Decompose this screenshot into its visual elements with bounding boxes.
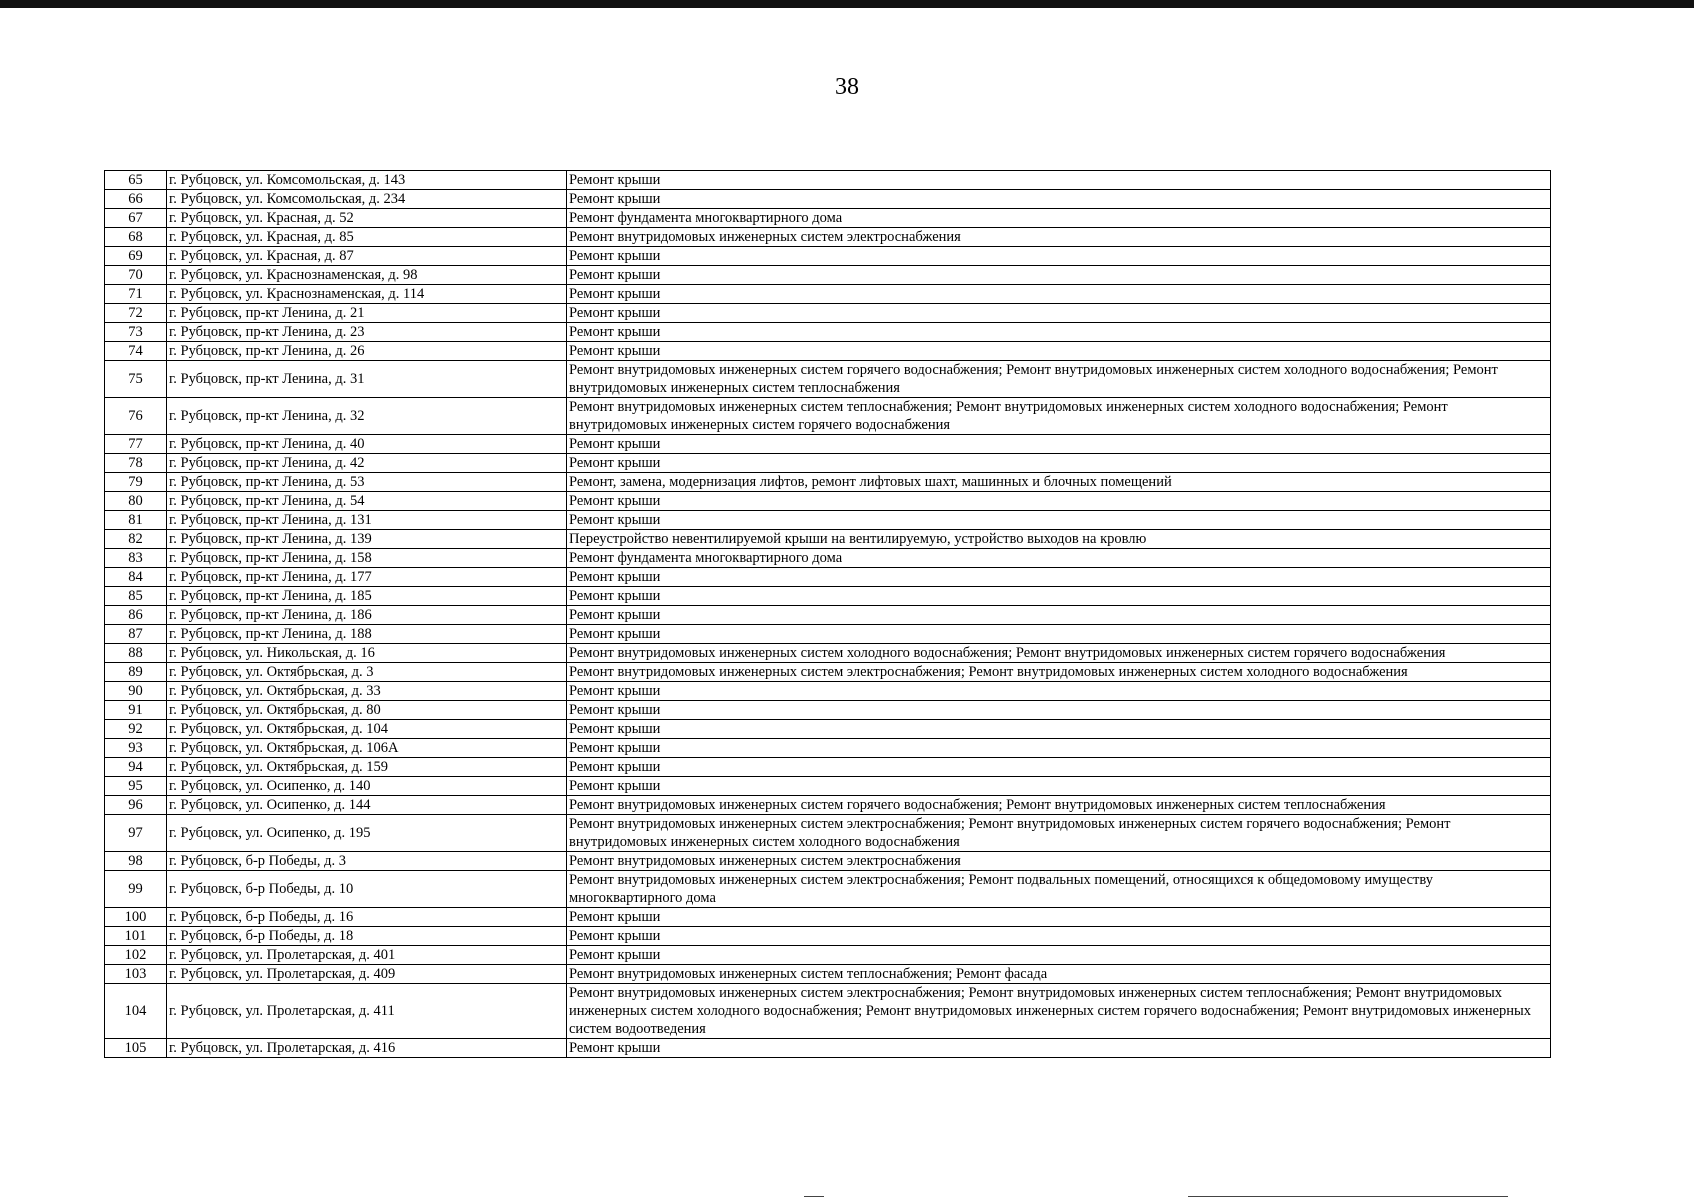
table-row [105, 342, 1551, 361]
row-number-cell: 89 [105, 663, 167, 682]
row-number-cell: 86 [105, 606, 167, 625]
work-type-cell: Ремонт крыши [567, 492, 1551, 511]
work-type-cell: Ремонт внутридомовых инженерных систем горячего водоснабжения; Ремонт внутридомовых инженерных систем холодного водоснабжения; Ремонт внутридомовых инженерных систем теплоснабжения [567, 361, 1551, 398]
table-row [105, 1039, 1551, 1058]
row-number-cell: 103 [105, 965, 167, 984]
row-number-cell: 93 [105, 739, 167, 758]
row-number-cell: 80 [105, 492, 167, 511]
row-number-cell: 95 [105, 777, 167, 796]
row-number-cell: 66 [105, 190, 167, 209]
table-row [105, 720, 1551, 739]
address-cell: г. Рубцовск, пр-кт Ленина, д. 42 [167, 454, 567, 473]
row-number-cell: 76 [105, 398, 167, 435]
work-type-cell: Ремонт крыши [567, 625, 1551, 644]
work-type-cell: Ремонт крыши [567, 908, 1551, 927]
work-type-cell: Ремонт крыши [567, 285, 1551, 304]
row-number-cell: 102 [105, 946, 167, 965]
address-cell: г. Рубцовск, ул. Октябрьская, д. 33 [167, 682, 567, 701]
table-row [105, 758, 1551, 777]
work-type-cell: Ремонт крыши [567, 587, 1551, 606]
row-number-cell: 67 [105, 209, 167, 228]
row-number-cell: 74 [105, 342, 167, 361]
work-type-cell: Ремонт крыши [567, 946, 1551, 965]
row-number-cell: 85 [105, 587, 167, 606]
address-cell: г. Рубцовск, ул. Краснознаменская, д. 98 [167, 266, 567, 285]
table-row [105, 946, 1551, 965]
table-row [105, 435, 1551, 454]
work-type-cell: Ремонт, замена, модернизация лифтов, ремонт лифтовых шахт, машинных и блочных помещений [567, 473, 1551, 492]
footer-mark-right [1188, 1196, 1508, 1197]
table-row [105, 304, 1551, 323]
row-number-cell: 82 [105, 530, 167, 549]
row-number-cell: 69 [105, 247, 167, 266]
table-row [105, 871, 1551, 908]
row-number-cell: 75 [105, 361, 167, 398]
table-row [105, 777, 1551, 796]
row-number-cell: 96 [105, 796, 167, 815]
address-cell: г. Рубцовск, пр-кт Ленина, д. 139 [167, 530, 567, 549]
work-type-cell: Ремонт крыши [567, 342, 1551, 361]
address-cell: г. Рубцовск, ул. Осипенко, д. 140 [167, 777, 567, 796]
work-type-cell: Ремонт крыши [567, 758, 1551, 777]
row-number-cell: 81 [105, 511, 167, 530]
table-row [105, 908, 1551, 927]
work-type-cell: Ремонт крыши [567, 777, 1551, 796]
row-number-cell: 98 [105, 852, 167, 871]
work-type-cell: Ремонт крыши [567, 304, 1551, 323]
work-type-cell: Ремонт крыши [567, 701, 1551, 720]
page-number: 38 [835, 74, 859, 100]
table-row [105, 852, 1551, 871]
work-type-cell: Ремонт крыши [567, 1039, 1551, 1058]
work-type-cell: Ремонт внутридомовых инженерных систем холодного водоснабжения; Ремонт внутридомовых инженерных систем горячего водоснабжения [567, 644, 1551, 663]
table-body [105, 171, 1551, 1058]
address-cell: г. Рубцовск, ул. Пролетарская, д. 409 [167, 965, 567, 984]
work-type-cell: Переустройство невентилируемой крыши на вентилируемую, устройство выходов на кровлю [567, 530, 1551, 549]
row-number-cell: 73 [105, 323, 167, 342]
address-cell: г. Рубцовск, пр-кт Ленина, д. 26 [167, 342, 567, 361]
table-row [105, 266, 1551, 285]
row-number-cell: 78 [105, 454, 167, 473]
address-cell: г. Рубцовск, ул. Пролетарская, д. 401 [167, 946, 567, 965]
table-row [105, 398, 1551, 435]
table-row [105, 323, 1551, 342]
work-type-cell: Ремонт внутридомовых инженерных систем электроснабжения; Ремонт подвальных помещений, относящихся к общедомовому имуществу многоквартирного дома [567, 871, 1551, 908]
work-type-cell: Ремонт внутридомовых инженерных систем теплоснабжения; Ремонт фасада [567, 965, 1551, 984]
table-row [105, 815, 1551, 852]
work-type-cell: Ремонт внутридомовых инженерных систем электроснабжения; Ремонт внутридомовых инженерных систем горячего водоснабжения; Ремонт внутридомовых инженерных систем холодного водоснабжения [567, 815, 1551, 852]
work-type-cell: Ремонт крыши [567, 190, 1551, 209]
work-type-cell: Ремонт внутридомовых инженерных систем горячего водоснабжения; Ремонт внутридомовых инженерных систем теплоснабжения [567, 796, 1551, 815]
footer-mark-left [804, 1196, 824, 1197]
address-cell: г. Рубцовск, пр-кт Ленина, д. 185 [167, 587, 567, 606]
address-cell: г. Рубцовск, ул. Октябрьская, д. 106А [167, 739, 567, 758]
table-row [105, 171, 1551, 190]
work-type-cell: Ремонт крыши [567, 511, 1551, 530]
address-cell: г. Рубцовск, пр-кт Ленина, д. 54 [167, 492, 567, 511]
address-cell: г. Рубцовск, пр-кт Ленина, д. 177 [167, 568, 567, 587]
row-number-cell: 68 [105, 228, 167, 247]
row-number-cell: 71 [105, 285, 167, 304]
address-cell: г. Рубцовск, б-р Победы, д. 16 [167, 908, 567, 927]
work-type-cell: Ремонт крыши [567, 454, 1551, 473]
address-cell: г. Рубцовск, ул. Октябрьская, д. 3 [167, 663, 567, 682]
work-type-cell: Ремонт крыши [567, 247, 1551, 266]
table-row [105, 228, 1551, 247]
table-row [105, 454, 1551, 473]
address-cell: г. Рубцовск, пр-кт Ленина, д. 186 [167, 606, 567, 625]
work-type-cell: Ремонт внутридомовых инженерных систем электроснабжения [567, 852, 1551, 871]
work-type-cell: Ремонт крыши [567, 606, 1551, 625]
address-cell: г. Рубцовск, пр-кт Ленина, д. 131 [167, 511, 567, 530]
address-cell: г. Рубцовск, ул. Осипенко, д. 195 [167, 815, 567, 852]
row-number-cell: 97 [105, 815, 167, 852]
table-row [105, 739, 1551, 758]
table-row [105, 701, 1551, 720]
table-row [105, 587, 1551, 606]
row-number-cell: 72 [105, 304, 167, 323]
address-cell: г. Рубцовск, пр-кт Ленина, д. 23 [167, 323, 567, 342]
address-cell: г. Рубцовск, ул. Комсомольская, д. 234 [167, 190, 567, 209]
table-row [105, 285, 1551, 304]
table-row [105, 984, 1551, 1039]
work-type-cell: Ремонт крыши [567, 739, 1551, 758]
address-cell: г. Рубцовск, пр-кт Ленина, д. 158 [167, 549, 567, 568]
row-number-cell: 90 [105, 682, 167, 701]
address-cell: г. Рубцовск, б-р Победы, д. 10 [167, 871, 567, 908]
row-number-cell: 65 [105, 171, 167, 190]
table-row [105, 492, 1551, 511]
work-type-cell: Ремонт крыши [567, 720, 1551, 739]
row-number-cell: 77 [105, 435, 167, 454]
row-number-cell: 70 [105, 266, 167, 285]
address-cell: г. Рубцовск, пр-кт Ленина, д. 188 [167, 625, 567, 644]
address-cell: г. Рубцовск, ул. Комсомольская, д. 143 [167, 171, 567, 190]
address-cell: г. Рубцовск, ул. Октябрьская, д. 80 [167, 701, 567, 720]
row-number-cell: 92 [105, 720, 167, 739]
table-row [105, 568, 1551, 587]
row-number-cell: 104 [105, 984, 167, 1039]
address-cell: г. Рубцовск, ул. Красная, д. 85 [167, 228, 567, 247]
table-row [105, 473, 1551, 492]
work-type-cell: Ремонт крыши [567, 435, 1551, 454]
address-cell: г. Рубцовск, ул. Никольская, д. 16 [167, 644, 567, 663]
address-cell: г. Рубцовск, пр-кт Ленина, д. 40 [167, 435, 567, 454]
work-type-cell: Ремонт внутридомовых инженерных систем электроснабжения [567, 228, 1551, 247]
table-row [105, 644, 1551, 663]
table-row [105, 247, 1551, 266]
address-cell: г. Рубцовск, ул. Красная, д. 52 [167, 209, 567, 228]
address-cell: г. Рубцовск, б-р Победы, д. 3 [167, 852, 567, 871]
row-number-cell: 94 [105, 758, 167, 777]
address-cell: г. Рубцовск, ул. Октябрьская, д. 104 [167, 720, 567, 739]
page-top-border [0, 0, 1694, 8]
table-row [105, 796, 1551, 815]
row-number-cell: 91 [105, 701, 167, 720]
work-type-cell: Ремонт фундамента многоквартирного дома [567, 209, 1551, 228]
work-type-cell: Ремонт крыши [567, 568, 1551, 587]
work-type-cell: Ремонт крыши [567, 323, 1551, 342]
work-type-cell: Ремонт крыши [567, 266, 1551, 285]
repair-works-table [104, 170, 1551, 1058]
table-row [105, 606, 1551, 625]
work-type-cell: Ремонт внутридомовых инженерных систем теплоснабжения; Ремонт внутридомовых инженерных систем холодного водоснабжения; Ремонт внутридомовых инженерных систем горячего водоснабжения [567, 398, 1551, 435]
table-row [105, 682, 1551, 701]
work-type-cell: Ремонт внутридомовых инженерных систем электроснабжения; Ремонт внутридомовых инженерных систем теплоснабжения; Ремонт внутридомовых инженерных систем холодного водоснабжения; Ремонт внутридомовых инженерных систем горячего водоснабжения; Ремонт внутридомовых инженерных систем водоотведения [567, 984, 1551, 1039]
row-number-cell: 88 [105, 644, 167, 663]
address-cell: г. Рубцовск, ул. Красная, д. 87 [167, 247, 567, 266]
work-type-cell: Ремонт крыши [567, 682, 1551, 701]
table-row [105, 361, 1551, 398]
address-cell: г. Рубцовск, пр-кт Ленина, д. 53 [167, 473, 567, 492]
table-row [105, 663, 1551, 682]
address-cell: г. Рубцовск, пр-кт Ленина, д. 31 [167, 361, 567, 398]
table-row [105, 511, 1551, 530]
address-cell: г. Рубцовск, ул. Октябрьская, д. 159 [167, 758, 567, 777]
work-type-cell: Ремонт внутридомовых инженерных систем электроснабжения; Ремонт внутридомовых инженерных систем холодного водоснабжения [567, 663, 1551, 682]
table-row [105, 965, 1551, 984]
address-cell: г. Рубцовск, ул. Пролетарская, д. 416 [167, 1039, 567, 1058]
address-cell: г. Рубцовск, б-р Победы, д. 18 [167, 927, 567, 946]
work-type-cell: Ремонт фундамента многоквартирного дома [567, 549, 1551, 568]
row-number-cell: 105 [105, 1039, 167, 1058]
row-number-cell: 79 [105, 473, 167, 492]
work-type-cell: Ремонт крыши [567, 927, 1551, 946]
row-number-cell: 83 [105, 549, 167, 568]
row-number-cell: 84 [105, 568, 167, 587]
table-row [105, 625, 1551, 644]
work-type-cell: Ремонт крыши [567, 171, 1551, 190]
table-row [105, 190, 1551, 209]
row-number-cell: 87 [105, 625, 167, 644]
table-row [105, 927, 1551, 946]
table-row [105, 530, 1551, 549]
address-cell: г. Рубцовск, ул. Осипенко, д. 144 [167, 796, 567, 815]
row-number-cell: 99 [105, 871, 167, 908]
address-cell: г. Рубцовск, пр-кт Ленина, д. 21 [167, 304, 567, 323]
table-row [105, 209, 1551, 228]
row-number-cell: 101 [105, 927, 167, 946]
address-cell: г. Рубцовск, ул. Краснознаменская, д. 114 [167, 285, 567, 304]
row-number-cell: 100 [105, 908, 167, 927]
table-row [105, 549, 1551, 568]
address-cell: г. Рубцовск, ул. Пролетарская, д. 411 [167, 984, 567, 1039]
address-cell: г. Рубцовск, пр-кт Ленина, д. 32 [167, 398, 567, 435]
